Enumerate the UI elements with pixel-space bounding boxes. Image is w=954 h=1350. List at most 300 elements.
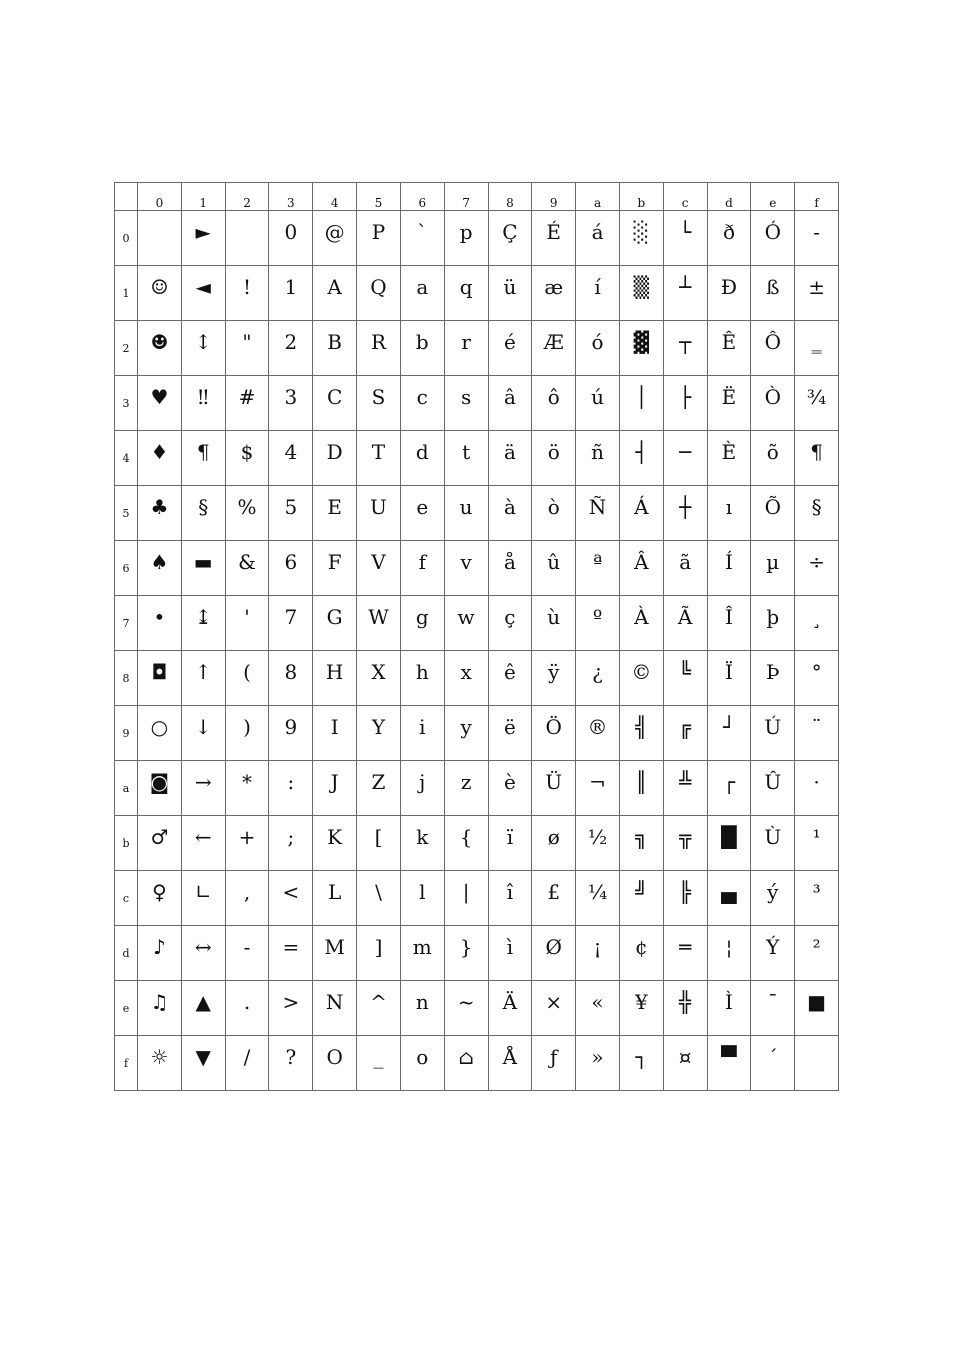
- glyph: →: [194, 770, 212, 794]
- glyph: ♫: [150, 990, 169, 1014]
- glyph: ¯: [767, 990, 778, 1014]
- column-header: b: [619, 183, 663, 211]
- glyph: ¸: [811, 605, 822, 629]
- glyph-cell: [225, 926, 269, 981]
- glyph: Ö: [545, 715, 562, 739]
- glyph-cell: [269, 541, 313, 596]
- glyph: ƒ: [550, 1045, 558, 1069]
- glyph: º: [592, 605, 603, 629]
- glyph-cell: [751, 816, 795, 871]
- glyph-cell: [181, 321, 225, 376]
- glyph-cell: [357, 651, 401, 706]
- glyph: ³: [812, 880, 821, 904]
- glyph-cell: [400, 761, 444, 816]
- glyph: ↕: [194, 330, 212, 354]
- glyph: ♥: [150, 385, 169, 409]
- glyph: S: [371, 385, 386, 409]
- glyph: ╦: [679, 825, 692, 849]
- glyph-cell: [313, 981, 357, 1036]
- glyph-cell: [444, 376, 488, 431]
- glyph: è: [503, 770, 516, 794]
- glyph-cell: [707, 761, 751, 816]
- glyph: <: [282, 880, 300, 904]
- glyph: ■: [807, 990, 827, 1014]
- glyph-cell: [444, 541, 488, 596]
- row-header: 3: [115, 376, 138, 431]
- glyph-cell: [532, 431, 576, 486]
- glyph: Å: [502, 1045, 518, 1069]
- glyph-cell: [313, 651, 357, 706]
- glyph-cell: [619, 761, 663, 816]
- glyph: ö: [547, 440, 560, 464]
- glyph-cell: [707, 321, 751, 376]
- glyph: µ: [766, 550, 780, 574]
- column-header: 4: [313, 183, 357, 211]
- glyph-cell: [444, 266, 488, 321]
- glyph: █: [721, 825, 737, 849]
- glyph-cell: [619, 816, 663, 871]
- glyph-cell: [707, 871, 751, 926]
- glyph-cell: [488, 321, 532, 376]
- glyph: 6: [284, 550, 298, 574]
- glyph-cell: [444, 486, 488, 541]
- glyph: _: [373, 1045, 384, 1069]
- glyph: |: [462, 880, 470, 904]
- glyph: á: [591, 220, 604, 244]
- glyph: 5: [284, 495, 298, 519]
- glyph-cell: [663, 266, 707, 321]
- chart-row: [115, 211, 839, 266]
- glyph-cell: [795, 926, 839, 981]
- glyph: î: [506, 880, 514, 904]
- glyph: O: [326, 1045, 343, 1069]
- glyph: ¹: [812, 825, 821, 849]
- glyph-cell: [619, 541, 663, 596]
- glyph: ü: [503, 275, 517, 299]
- glyph-cell: [138, 321, 182, 376]
- glyph-cell: [663, 926, 707, 981]
- glyph-cell: [313, 816, 357, 871]
- glyph: 4: [284, 440, 298, 464]
- glyph-cell: [225, 816, 269, 871]
- glyph-cell: [357, 486, 401, 541]
- glyph: ÷: [808, 550, 825, 574]
- glyph: Ï: [725, 660, 733, 684]
- glyph-cell: [138, 981, 182, 1036]
- row-header: e: [115, 981, 138, 1036]
- glyph-cell: [532, 761, 576, 816]
- glyph-cell: [619, 486, 663, 541]
- glyph: ´: [767, 1045, 778, 1069]
- glyph-cell: [576, 321, 620, 376]
- glyph-cell: [532, 596, 576, 651]
- glyph-cell: [795, 1036, 839, 1091]
- glyph-cell: [269, 981, 313, 1036]
- glyph-cell: [400, 651, 444, 706]
- glyph-cell: [576, 926, 620, 981]
- glyph: ¶: [196, 440, 210, 464]
- glyph: ^: [370, 990, 387, 1014]
- glyph-cell: [576, 211, 620, 266]
- row-header: b: [115, 816, 138, 871]
- glyph: ▄: [721, 880, 737, 904]
- glyph: ↨: [194, 605, 212, 629]
- glyph-cell: [707, 266, 751, 321]
- glyph: ▬: [193, 550, 213, 574]
- glyph: &: [238, 550, 256, 574]
- glyph: `: [417, 220, 428, 244]
- glyph-cell: [532, 541, 576, 596]
- glyph: ►: [195, 220, 211, 244]
- glyph-cell: [225, 266, 269, 321]
- glyph-cell: [707, 486, 751, 541]
- glyph: o: [416, 1045, 429, 1069]
- glyph: f: [418, 550, 426, 574]
- glyph-cell: [751, 431, 795, 486]
- glyph: z: [460, 770, 472, 794]
- chart-row: [115, 1036, 839, 1091]
- glyph: ¢: [634, 935, 648, 959]
- glyph: é: [503, 330, 516, 354]
- glyph-cell: [488, 651, 532, 706]
- column-header: f: [795, 183, 839, 211]
- glyph: v: [460, 550, 472, 574]
- glyph: ¼: [587, 880, 608, 904]
- chart-row: [115, 761, 839, 816]
- glyph-cell: [138, 541, 182, 596]
- glyph: ↓: [194, 715, 212, 739]
- glyph: ┤: [635, 440, 648, 464]
- glyph: \: [375, 880, 382, 904]
- glyph-cell: [444, 1036, 488, 1091]
- glyph-cell: [357, 431, 401, 486]
- glyph: h: [415, 660, 429, 684]
- glyph-cell: [751, 926, 795, 981]
- glyph: Ú: [764, 715, 782, 739]
- glyph-cell: [576, 541, 620, 596]
- column-header: d: [707, 183, 751, 211]
- glyph: ý: [767, 880, 779, 904]
- glyph-cell: [400, 431, 444, 486]
- chart-row: [115, 541, 839, 596]
- chart-row: [115, 816, 839, 871]
- glyph: ↑: [194, 660, 212, 684]
- glyph-cell: [225, 761, 269, 816]
- glyph-cell: [357, 321, 401, 376]
- glyph-cell: [269, 651, 313, 706]
- column-header: 2: [225, 183, 269, 211]
- glyph: »: [591, 1045, 604, 1069]
- glyph: ñ: [591, 440, 604, 464]
- glyph-cell: [444, 816, 488, 871]
- glyph-cell: [181, 651, 225, 706]
- glyph-cell: [707, 706, 751, 761]
- glyph-cell: [795, 871, 839, 926]
- glyph-cell: [751, 376, 795, 431]
- glyph: -: [243, 935, 251, 959]
- glyph-cell: [400, 486, 444, 541]
- glyph-cell: [532, 871, 576, 926]
- glyph: ○: [150, 715, 169, 739]
- glyph-cell: [357, 926, 401, 981]
- glyph: M: [324, 935, 345, 959]
- glyph: B: [327, 330, 342, 354]
- glyph-cell: [444, 761, 488, 816]
- glyph-cell: [619, 981, 663, 1036]
- glyph: @: [324, 220, 345, 244]
- glyph-cell: [663, 1036, 707, 1091]
- glyph-cell: [225, 376, 269, 431]
- glyph-cell: [357, 706, 401, 761]
- glyph-cell: [181, 1036, 225, 1091]
- glyph: s: [460, 385, 472, 409]
- glyph: D: [326, 440, 343, 464]
- glyph: ╝: [635, 880, 648, 904]
- glyph-cell: [707, 541, 751, 596]
- glyph-cell: [707, 211, 751, 266]
- glyph-cell: [269, 761, 313, 816]
- glyph: ♣: [150, 495, 169, 519]
- glyph: ì: [506, 935, 514, 959]
- glyph: l: [419, 880, 426, 904]
- glyph: :: [287, 770, 295, 794]
- glyph-cell: [751, 761, 795, 816]
- glyph: ú: [591, 385, 604, 409]
- glyph: ☼: [150, 1045, 169, 1069]
- glyph-cell: [619, 266, 663, 321]
- glyph-cell: [269, 1036, 313, 1091]
- glyph-cell: [619, 926, 663, 981]
- glyph: ┘: [722, 715, 735, 739]
- glyph-cell: [663, 486, 707, 541]
- glyph: Í: [725, 550, 733, 574]
- chart-row: [115, 651, 839, 706]
- glyph-cell: [619, 596, 663, 651]
- row-header: 5: [115, 486, 138, 541]
- glyph: ò: [547, 495, 560, 519]
- glyph: ♠: [150, 550, 169, 574]
- glyph-cell: [488, 761, 532, 816]
- glyph: i: [419, 715, 426, 739]
- glyph-cell: [138, 486, 182, 541]
- corner-cell: [115, 183, 138, 211]
- glyph-cell: [400, 376, 444, 431]
- glyph-cell: [751, 871, 795, 926]
- glyph-cell: [400, 596, 444, 651]
- glyph: J: [330, 770, 339, 794]
- code-page-chart: [114, 182, 839, 1091]
- glyph-cell: [619, 706, 663, 761]
- glyph-cell: [795, 596, 839, 651]
- glyph-cell: [488, 376, 532, 431]
- glyph: 0: [284, 220, 298, 244]
- glyph-cell: [269, 596, 313, 651]
- glyph: r: [461, 330, 471, 354]
- glyph-cell: [181, 376, 225, 431]
- glyph: Æ: [543, 330, 564, 354]
- glyph: Ì: [725, 990, 733, 1014]
- glyph: m: [412, 935, 432, 959]
- glyph-cell: [751, 981, 795, 1036]
- glyph: æ: [544, 275, 564, 299]
- glyph-cell: [225, 651, 269, 706]
- glyph: ▀: [721, 1045, 737, 1069]
- glyph-cell: [795, 266, 839, 321]
- glyph-cell: [313, 321, 357, 376]
- glyph-cell: [707, 981, 751, 1036]
- glyph-cell: [619, 376, 663, 431]
- glyph-cell: [400, 706, 444, 761]
- glyph: ~: [457, 990, 475, 1014]
- row-header: 4: [115, 431, 138, 486]
- glyph-cell: [138, 761, 182, 816]
- glyph: Ë: [721, 385, 737, 409]
- glyph: Ô: [764, 330, 781, 354]
- glyph-cell: [269, 816, 313, 871]
- glyph: ╩: [679, 770, 692, 794]
- row-header: 7: [115, 596, 138, 651]
- glyph-cell: [357, 596, 401, 651]
- glyph: ╣: [635, 715, 648, 739]
- glyph: ║: [635, 770, 648, 794]
- glyph: ]: [374, 935, 383, 959]
- glyph: ¿: [592, 660, 603, 684]
- glyph: ┐: [635, 1045, 648, 1069]
- glyph-cell: [795, 321, 839, 376]
- glyph-cell: [225, 981, 269, 1036]
- glyph-cell: [181, 486, 225, 541]
- glyph: •: [153, 605, 166, 629]
- glyph-cell: [532, 981, 576, 1036]
- glyph-cell: [751, 486, 795, 541]
- row-header: 6: [115, 541, 138, 596]
- glyph: 9: [284, 715, 298, 739]
- glyph-cell: [532, 321, 576, 376]
- glyph: ‼: [197, 385, 209, 409]
- glyph: õ: [766, 440, 779, 464]
- glyph-cell: [576, 431, 620, 486]
- glyph: Ç: [502, 220, 518, 244]
- glyph-cell: [138, 1036, 182, 1091]
- glyph-cell: [532, 211, 576, 266]
- column-header: 8: [488, 183, 532, 211]
- glyph: Ä: [502, 990, 518, 1014]
- glyph-cell: [313, 266, 357, 321]
- glyph-cell: [751, 706, 795, 761]
- glyph: ;: [287, 825, 295, 849]
- glyph-cell: [181, 266, 225, 321]
- glyph-cell: [488, 871, 532, 926]
- glyph-cell: [138, 926, 182, 981]
- glyph: ¤: [678, 1045, 692, 1069]
- glyph: ╠: [679, 880, 692, 904]
- glyph: ▒: [633, 275, 650, 299]
- glyph: Ý: [766, 935, 780, 959]
- glyph-cell: [181, 761, 225, 816]
- glyph: ╗: [635, 825, 648, 849]
- glyph-cell: [795, 761, 839, 816]
- glyph: P: [371, 220, 386, 244]
- glyph-cell: [488, 431, 532, 486]
- glyph-cell: [707, 596, 751, 651]
- glyph-cell: [532, 816, 576, 871]
- glyph: n: [415, 990, 429, 1014]
- glyph-cell: [225, 706, 269, 761]
- glyph: Ó: [764, 220, 781, 244]
- glyph-cell: [751, 651, 795, 706]
- glyph-cell: [795, 541, 839, 596]
- glyph-cell: [225, 486, 269, 541]
- glyph-cell: [269, 706, 313, 761]
- glyph: H: [325, 660, 344, 684]
- glyph: N: [325, 990, 344, 1014]
- glyph: ☻: [150, 330, 169, 354]
- glyph: ╚: [679, 660, 692, 684]
- glyph: ←: [194, 825, 212, 849]
- glyph-cell: [269, 266, 313, 321]
- glyph: ├: [679, 385, 692, 409]
- glyph-cell: [707, 816, 751, 871]
- glyph-cell: [795, 211, 839, 266]
- glyph: ¾: [806, 385, 827, 409]
- glyph-cell: [357, 1036, 401, 1091]
- column-header: 5: [357, 183, 401, 211]
- glyph-cell: [444, 321, 488, 376]
- glyph-cell: [795, 981, 839, 1036]
- glyph-cell: [795, 431, 839, 486]
- chart-row: [115, 321, 839, 376]
- row-header: a: [115, 761, 138, 816]
- glyph: G: [326, 605, 343, 629]
- glyph-cell: [663, 706, 707, 761]
- glyph: ï: [506, 825, 514, 849]
- glyph-cell: [269, 486, 313, 541]
- column-header: 7: [444, 183, 488, 211]
- column-header: 6: [400, 183, 444, 211]
- glyph: ô: [547, 385, 560, 409]
- chart-row: [115, 431, 839, 486]
- glyph-cell: [663, 981, 707, 1036]
- glyph-cell: [751, 321, 795, 376]
- glyph: Õ: [764, 495, 781, 519]
- glyph-cell: [400, 871, 444, 926]
- glyph-cell: [488, 486, 532, 541]
- glyph: └: [679, 220, 692, 244]
- glyph: ı: [725, 495, 733, 519]
- glyph-cell: [576, 1036, 620, 1091]
- glyph: ,: [243, 880, 251, 904]
- glyph: +: [238, 825, 256, 849]
- glyph-cell: [269, 321, 313, 376]
- glyph-cell: [795, 376, 839, 431]
- glyph: X: [371, 660, 386, 684]
- glyph: .: [243, 990, 251, 1014]
- glyph: ┴: [679, 275, 692, 299]
- glyph: Á: [634, 495, 649, 519]
- glyph-cell: [269, 871, 313, 926]
- glyph-cell: [138, 376, 182, 431]
- glyph-cell: [181, 981, 225, 1036]
- glyph-cell: [357, 376, 401, 431]
- glyph-cell: [313, 1036, 357, 1091]
- glyph-cell: [488, 1036, 532, 1091]
- glyph: ?: [285, 1045, 297, 1069]
- glyph: À: [634, 605, 649, 629]
- glyph-cell: [357, 541, 401, 596]
- glyph: }: [459, 935, 473, 959]
- glyph: =: [282, 935, 300, 959]
- glyph-cell: [181, 596, 225, 651]
